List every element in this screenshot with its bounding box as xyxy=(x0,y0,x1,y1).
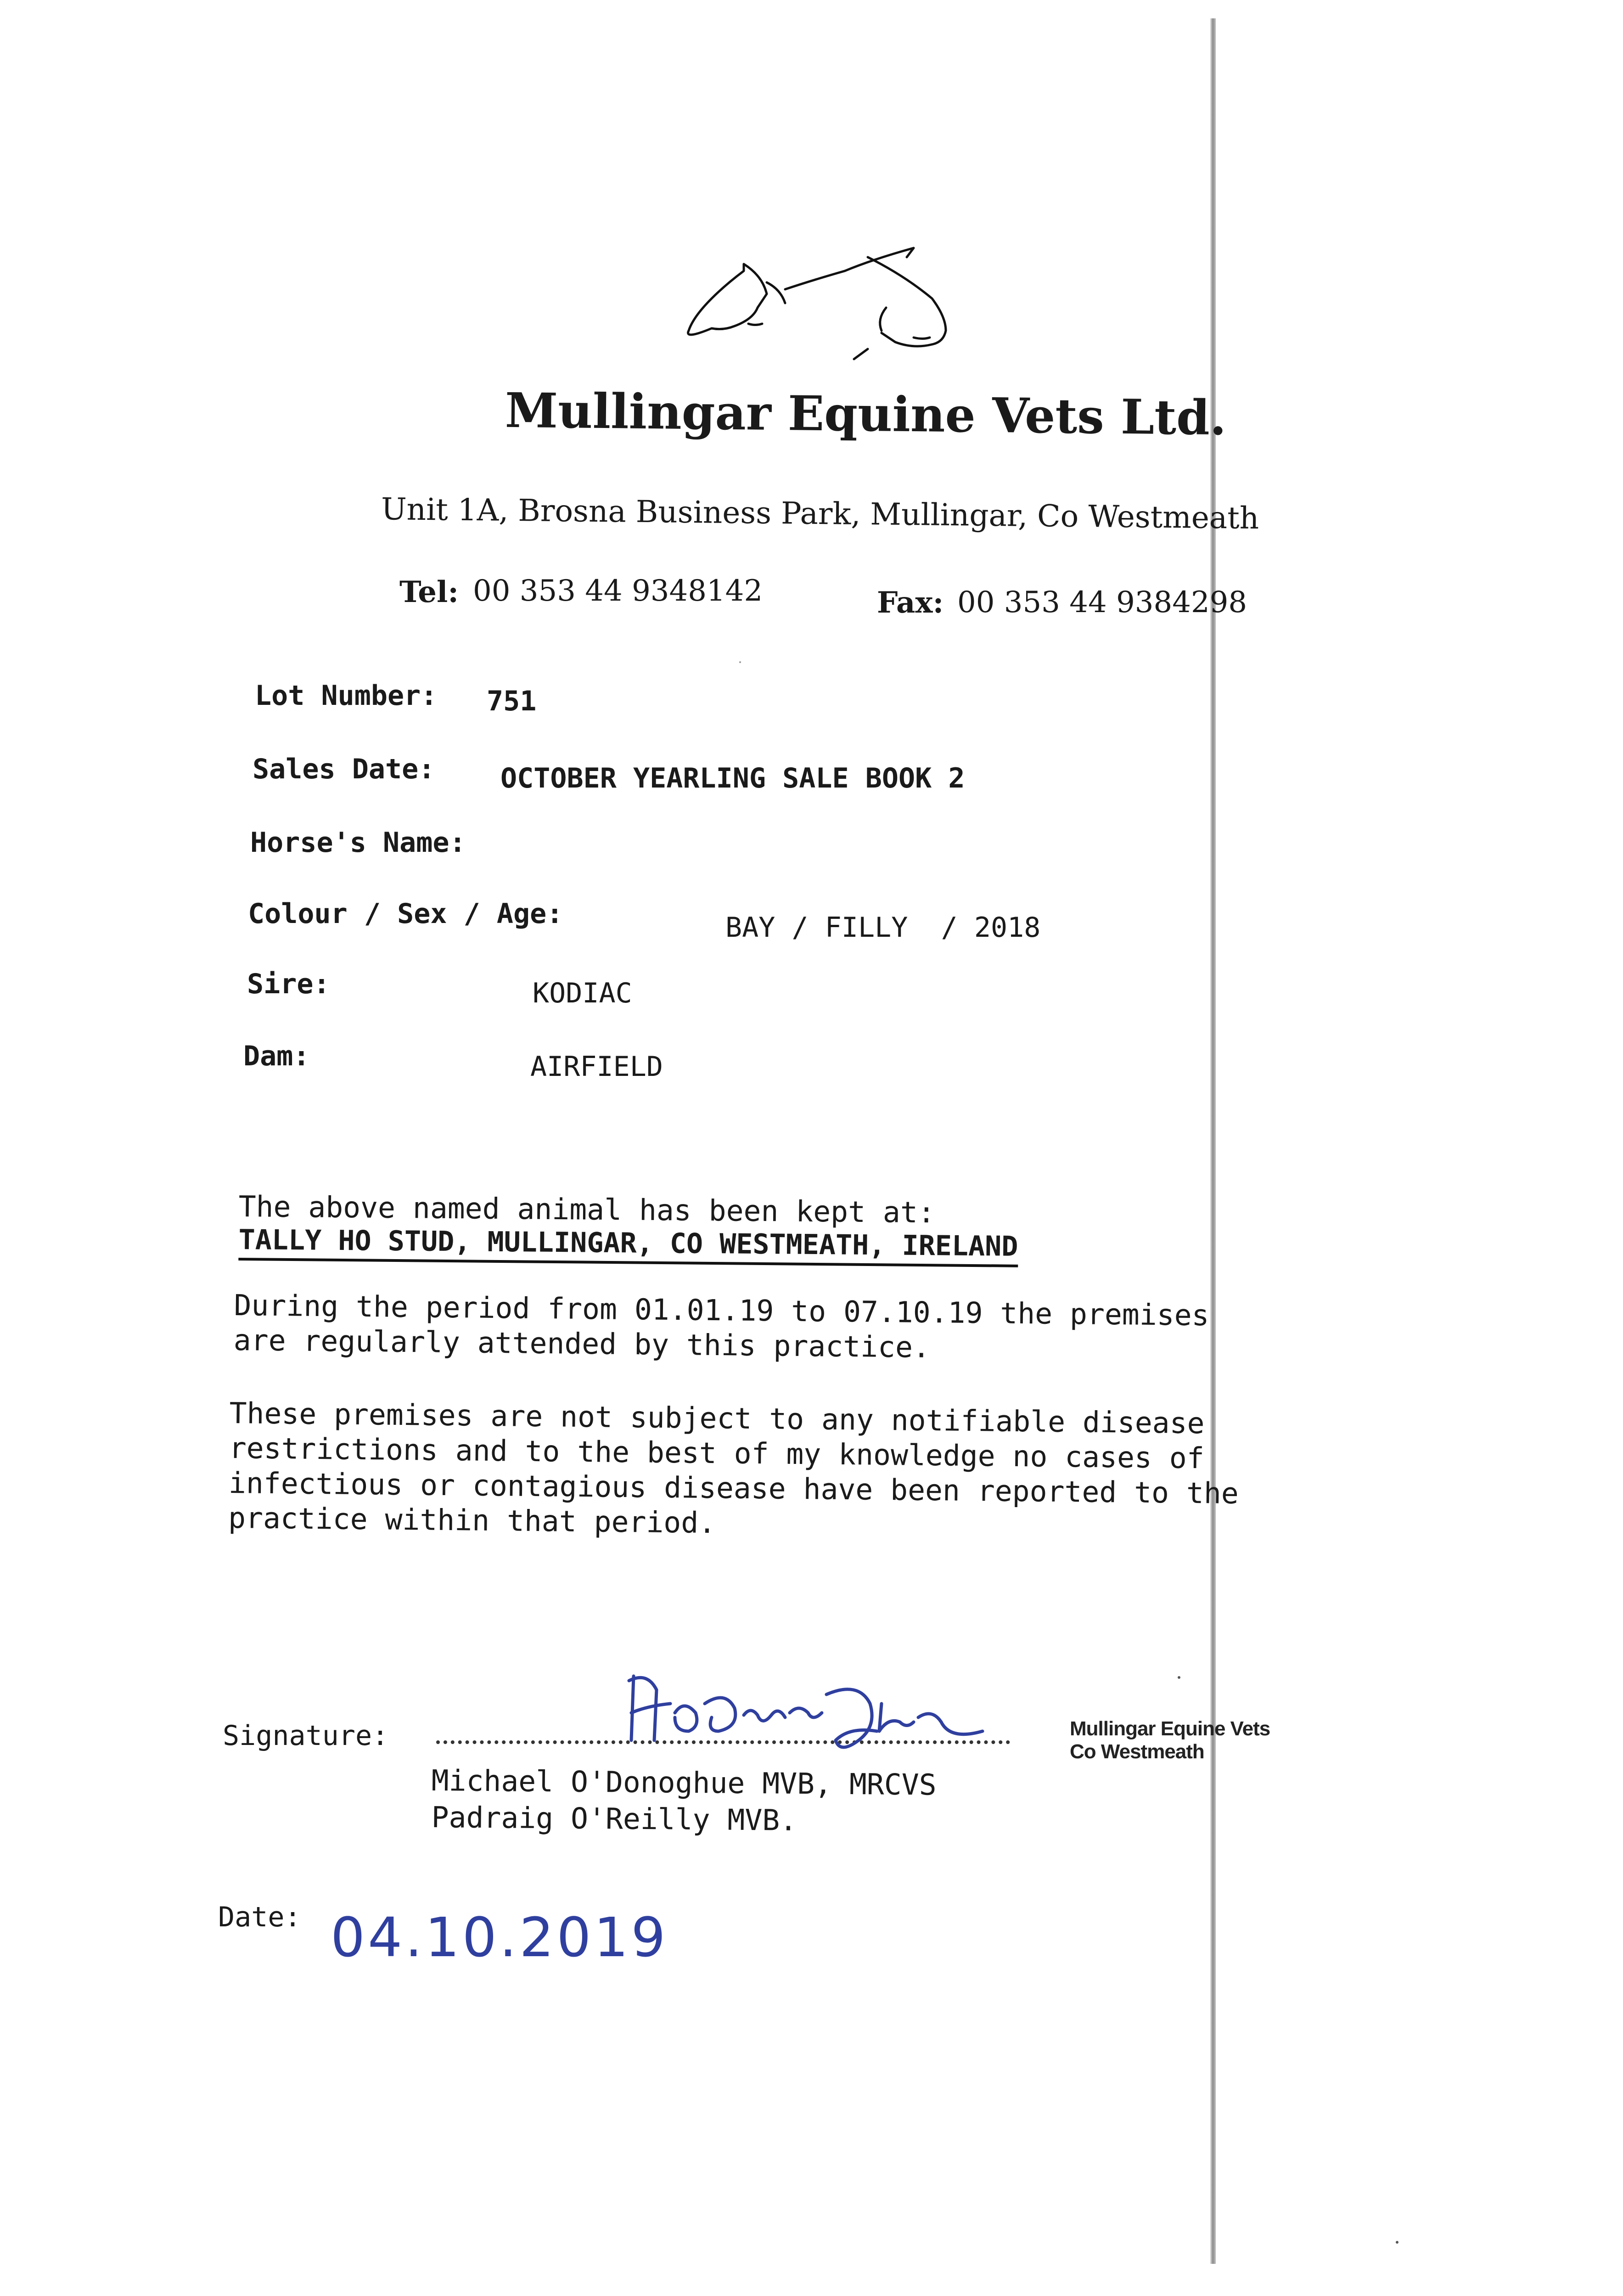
vet-name-1: Michael O'Donoghue MVB, MRCVS xyxy=(431,1764,937,1802)
lot-number-value: 751 xyxy=(487,685,537,717)
two-horse-heads-logo-icon xyxy=(675,239,973,363)
horse-name-label: Horse's Name: xyxy=(250,827,466,859)
colour-sex-age-label: Colour / Sex / Age: xyxy=(248,898,563,930)
scan-speck xyxy=(1178,1676,1180,1679)
vet-name-2: Padraig O'Reilly MVB. xyxy=(431,1801,797,1837)
dam-value: AIRFIELD xyxy=(530,1051,663,1083)
handwritten-date: 04.10.2019 xyxy=(331,1906,668,1969)
premises-address: TALLY HO STUD, MULLINGAR, CO WESTMEATH, IRELAND xyxy=(238,1224,1018,1267)
company-name: Mullingar Equine Vets Ltd. xyxy=(505,382,1227,446)
signature-label: Signature: xyxy=(223,1720,389,1752)
sire-label: Sire: xyxy=(247,968,330,1000)
tel-number: 00 353 44 9348142 xyxy=(473,574,763,608)
attendance-period-text: During the period from 01.01.19 to 07.10.19 the premises are regularly attended by this practice. xyxy=(233,1289,1209,1364)
practice-stamp: Mullingar Equine Vets Co Westmeath xyxy=(1070,1717,1270,1763)
handwritten-signature xyxy=(620,1662,1033,1773)
company-address: Unit 1A, Brosna Business Park, Mullingar, Co Westmeath xyxy=(381,491,1259,536)
scan-speck xyxy=(739,661,741,663)
sales-date-value: OCTOBER YEARLING SALE BOOK 2 xyxy=(500,762,965,794)
colour-sex-age-value: BAY / FILLY / 2018 xyxy=(725,912,1041,944)
sire-value: KODIAC xyxy=(533,977,632,1009)
tel-label: Tel: xyxy=(399,575,459,609)
disease-statement-text: These premises are not subject to any notifiable disease restrictions and to the best of my knowledge no cases of infectious or contagious disease have been reported to the practice within that period. xyxy=(228,1396,1239,1540)
date-label: Date: xyxy=(218,1901,301,1933)
sales-date-label: Sales Date: xyxy=(253,753,435,785)
fax-label: Fax: xyxy=(877,585,944,620)
dam-label: Dam: xyxy=(243,1040,310,1072)
lot-number-label: Lot Number: xyxy=(255,680,438,712)
fax-number: 00 353 44 9384298 xyxy=(957,585,1247,619)
scan-fold-line xyxy=(1210,18,1216,2264)
scan-speck xyxy=(1396,2241,1398,2244)
kept-at-statement: The above named animal has been kept at: xyxy=(238,1190,936,1230)
